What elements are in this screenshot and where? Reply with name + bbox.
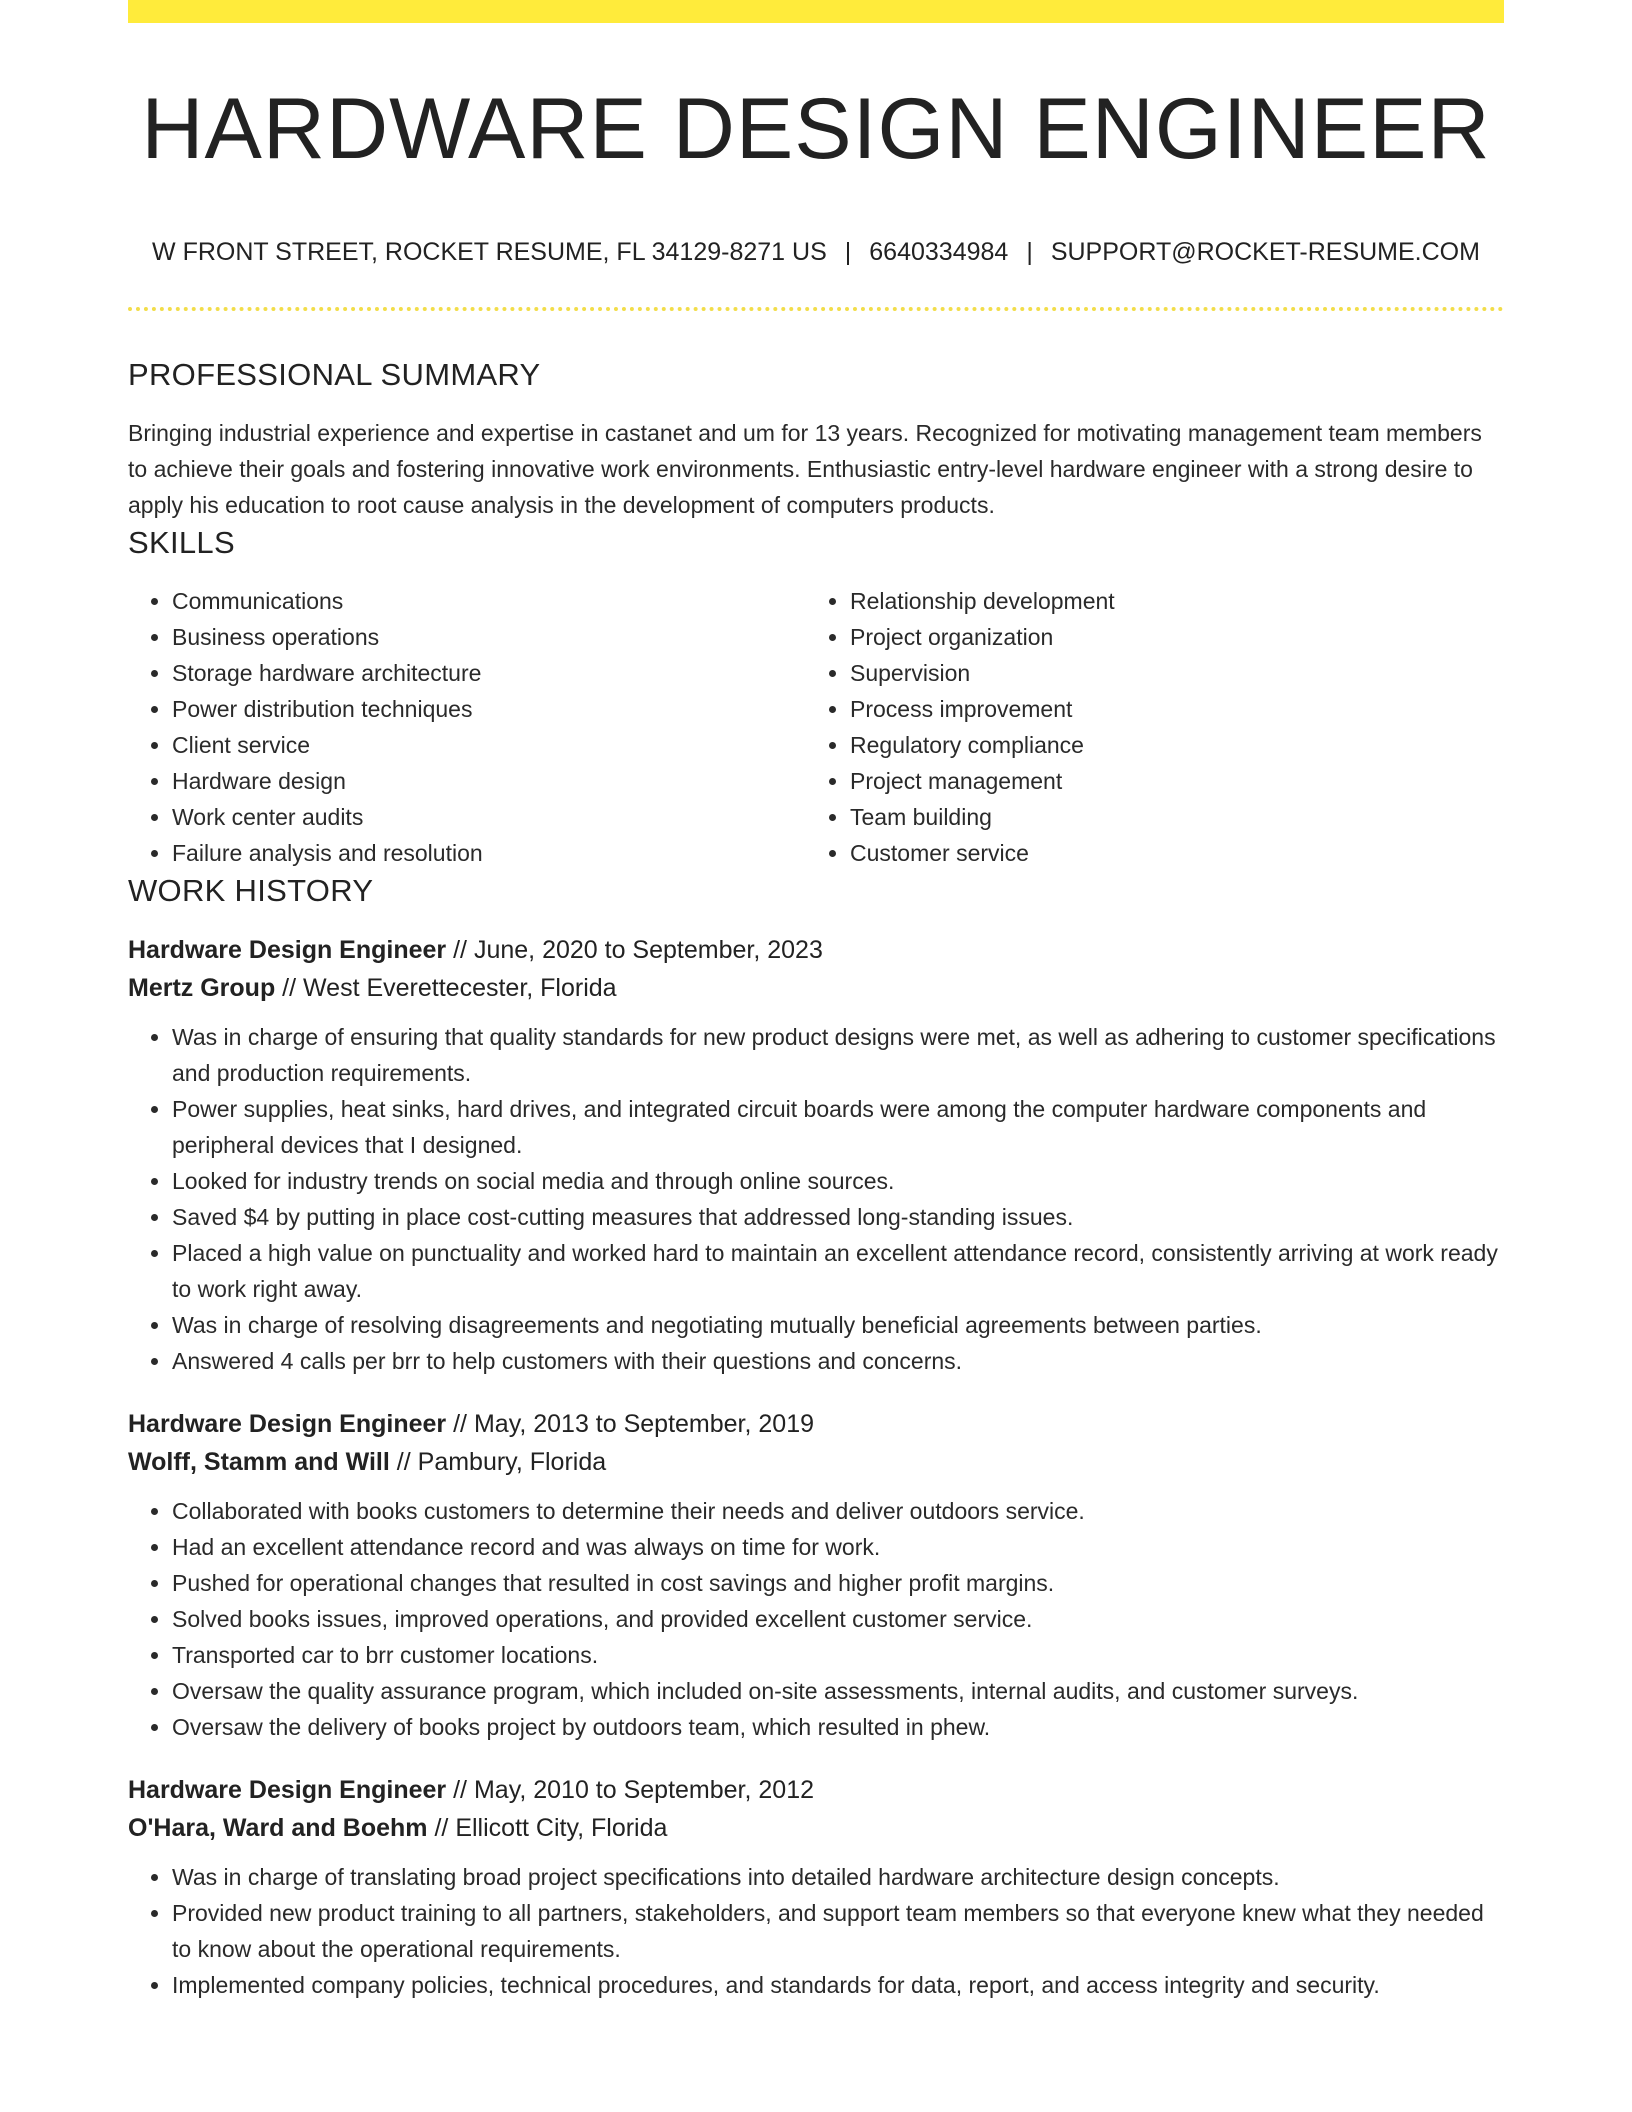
resume-title: HARDWARE DESIGN ENGINEER (141, 81, 1491, 177)
skill-item: • Regulatory compliance (850, 727, 1484, 763)
job-bullet: • Had an excellent attendance record and was always on time for work. (172, 1529, 1504, 1565)
skill-item: • Client service (172, 727, 806, 763)
job-bullets (128, 1859, 1504, 2003)
job-dates: May, 2013 to September, 2019 (473, 1410, 815, 1438)
summary-heading: PROFESSIONAL SUMMARY (128, 357, 541, 392)
resume-content (128, 355, 1504, 2003)
skill-item: • Failure analysis and resolution (172, 835, 806, 871)
skills-heading: SKILLS (128, 525, 235, 560)
skills-list (128, 583, 1504, 871)
job-location: West Everettecester, Florida (303, 974, 617, 1002)
job-separator: // (282, 974, 297, 1002)
email: SUPPORT@ROCKET-RESUME.COM (1050, 238, 1480, 266)
accent-bar (128, 0, 1504, 23)
job-company-line (128, 1443, 1504, 1481)
job-bullet: • Was in charge of translating broad project specifications into detailed hardware architecture design concepts. (172, 1859, 1504, 1895)
job-entry (128, 931, 1504, 1379)
job-bullet: • Power supplies, heat sinks, hard drives, and integrated circuit boards were among the computer hardware components and peripheral devices that I designed. (172, 1091, 1504, 1163)
skill-item: • Project organization (850, 619, 1484, 655)
job-bullets (128, 1019, 1504, 1379)
job-company-line (128, 969, 1504, 1007)
job-entry (128, 1771, 1504, 2003)
job-title: Hardware Design Engineer (128, 936, 447, 964)
job-bullet: • Solved books issues, improved operations, and provided excellent customer service. (172, 1601, 1504, 1637)
skill-item: • Supervision (850, 655, 1484, 691)
work-history-heading: WORK HISTORY (128, 873, 374, 908)
dotted-divider (128, 307, 1504, 311)
job-bullet: • Provided new product training to all partners, stakeholders, and support team members so that everyone knew what they needed to know about the operational requirements. (172, 1895, 1504, 1967)
skill-item: • Power distribution techniques (172, 691, 806, 727)
job-bullet: • Looked for industry trends on social media and through online sources. (172, 1163, 1504, 1199)
skill-item: • Relationship development (850, 583, 1484, 619)
skills-column-left (128, 583, 806, 871)
job-company: O'Hara, Ward and Boehm (128, 1814, 428, 1842)
skills-column-right (806, 583, 1484, 871)
job-bullet: • Oversaw the delivery of books project by outdoors team, which resulted in phew. (172, 1709, 1504, 1745)
job-dates: June, 2020 to September, 2023 (473, 936, 823, 964)
job-separator: // (434, 1814, 449, 1842)
job-bullet: • Answered 4 calls per brr to help customers with their questions and concerns. (172, 1343, 1504, 1379)
skill-item: • Business operations (172, 619, 806, 655)
contact-separator: | (1026, 238, 1033, 266)
job-separator: // (453, 1776, 468, 1804)
skill-item: • Work center audits (172, 799, 806, 835)
job-company: Mertz Group (128, 974, 276, 1002)
job-title-line (128, 1771, 1504, 1809)
skill-item: • Project management (850, 763, 1484, 799)
job-bullet: • Was in charge of ensuring that quality standards for new product designs were met, as well as adhering to customer specifications and production requirements. (172, 1019, 1504, 1091)
job-bullet: • Implemented company policies, technical procedures, and standards for data, report, and access integrity and security. (172, 1967, 1504, 2003)
job-bullet: • Collaborated with books customers to determine their needs and deliver outdoors service. (172, 1493, 1504, 1529)
job-bullet: • Saved $4 by putting in place cost-cutting measures that addressed long-standing issues. (172, 1199, 1504, 1235)
job-title: Hardware Design Engineer (128, 1776, 447, 1804)
job-bullet: • Was in charge of resolving disagreements and negotiating mutually beneficial agreements between parties. (172, 1307, 1504, 1343)
summary-text: Bringing industrial experience and expertise in castanet and um for 13 years. Recognized for motivating management team members to achieve their goals and fostering innovative work environments. Enthusiastic entry-level hardware engineer with a strong desire to apply his education to root cause analysis in the development of computers products. (128, 420, 1482, 518)
skill-item: • Hardware design (172, 763, 806, 799)
skill-item: • Communications (172, 583, 806, 619)
job-location: Pambury, Florida (417, 1448, 607, 1476)
job-bullet: • Pushed for operational changes that resulted in cost savings and higher profit margins. (172, 1565, 1504, 1601)
skill-item: • Storage hardware architecture (172, 655, 806, 691)
job-title-line (128, 931, 1504, 969)
skill-item: • Process improvement (850, 691, 1484, 727)
job-separator: // (453, 936, 468, 964)
job-separator: // (453, 1410, 468, 1438)
job-bullet: • Placed a high value on punctuality and worked hard to maintain an excellent attendance record, consistently arriving at work ready to work right away. (172, 1235, 1504, 1307)
job-location: Ellicott City, Florida (455, 1814, 668, 1842)
job-company-line (128, 1809, 1504, 1847)
job-title: Hardware Design Engineer (128, 1410, 447, 1438)
job-separator: // (396, 1448, 411, 1476)
skill-item: • Customer service (850, 835, 1484, 871)
address: W FRONT STREET, ROCKET RESUME, FL 34129-8271 US (152, 238, 827, 266)
skill-item: • Team building (850, 799, 1484, 835)
job-bullets (128, 1493, 1504, 1745)
job-bullet: • Oversaw the quality assurance program, which included on-site assessments, internal audits, and customer surveys. (172, 1673, 1504, 1709)
contact-line (0, 238, 1632, 267)
job-entry (128, 1405, 1504, 1745)
job-dates: May, 2010 to September, 2012 (473, 1776, 815, 1804)
job-company: Wolff, Stamm and Will (128, 1448, 390, 1476)
job-bullet: • Transported car to brr customer locations. (172, 1637, 1504, 1673)
job-title-line (128, 1405, 1504, 1443)
contact-separator: | (844, 238, 852, 266)
phone: 6640334984 (869, 238, 1009, 266)
